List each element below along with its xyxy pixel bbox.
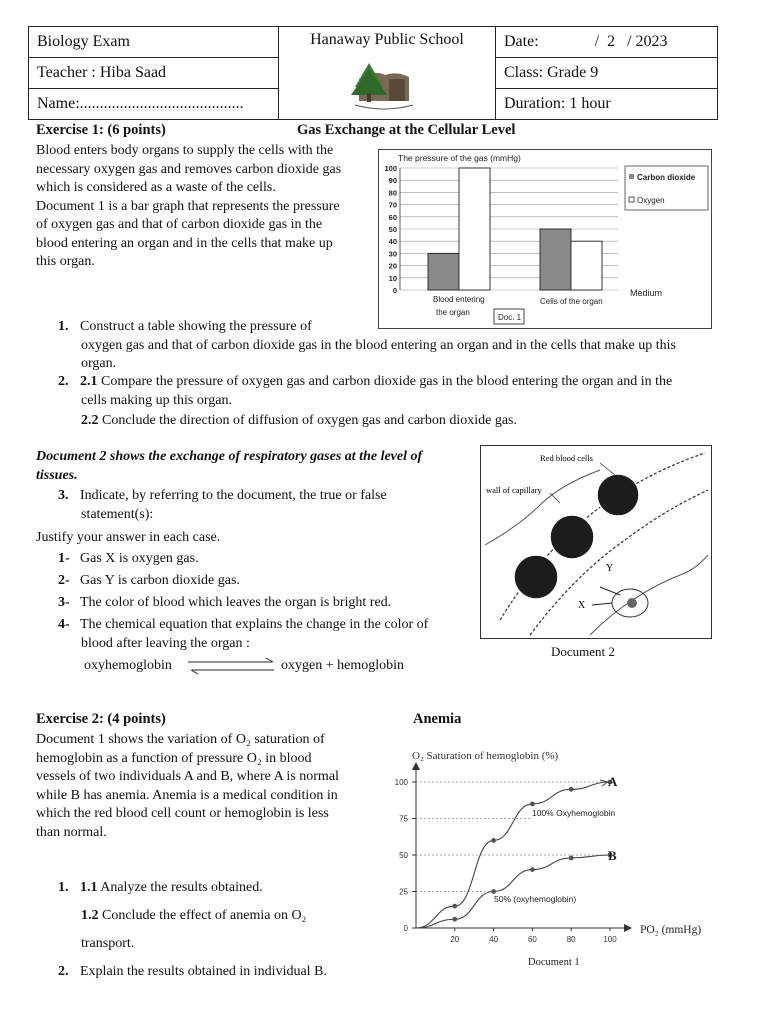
ex2-heading: Anemia <box>413 711 462 727</box>
ex2-intro-line: vessels of two individuals A and B, where A is normal <box>36 769 339 784</box>
bar-o2 <box>459 168 490 290</box>
school-name: Hanaway Public School <box>310 31 464 48</box>
ex1-intro-line: blood entering an organ and in the cells that make up <box>36 235 333 251</box>
statement-number: 1- <box>58 551 70 566</box>
ex1-intro-line: of oxygen gas and that of carbon dioxide gas in the <box>36 217 323 232</box>
line-chart-xlabel: PO₂ (mmHg) <box>640 924 702 936</box>
line-x-tick-label: 100 <box>603 935 617 944</box>
ex1-intro-line: necessary oxygen gas and removes carbon dioxide gas <box>36 161 342 177</box>
q11-text: Analyze the results obtained. <box>100 880 263 895</box>
ex1-q3 <box>58 487 458 524</box>
bar-y-tick-label: 80 <box>388 188 397 198</box>
bar-chart-title: The pressure of the gas (mmHg) <box>398 153 521 163</box>
ex2-title: Exercise 2: (4 points) <box>36 711 166 727</box>
label-x: X <box>578 600 586 611</box>
line-y-tick-label: 25 <box>399 887 408 897</box>
bar-y-tick-label: 20 <box>388 261 397 271</box>
bar-co2 <box>540 229 571 290</box>
red-blood-cell <box>550 515 594 559</box>
q2-number: 2. <box>58 374 69 389</box>
legend-co2-label: Carbon dioxide <box>637 173 696 182</box>
duration-cell: Duration: 1 hour <box>496 89 718 120</box>
y-axis-arrow-icon <box>412 762 420 770</box>
ex2-intro-line: Document 1 shows the variation of O₂ saturation of <box>36 732 325 747</box>
reversible-arrow-icon <box>186 653 278 679</box>
teacher-cell: Teacher : Hiba Saad <box>29 58 279 89</box>
curve-b-label: B <box>608 848 617 863</box>
statement-text: Gas X is oxygen gas. <box>80 551 199 566</box>
bar-y-tick-label: 90 <box>388 176 397 186</box>
point-b <box>569 856 574 861</box>
ex2-intro-line: which the red blood cell count or hemoglobin is less <box>36 806 329 821</box>
red-blood-cell <box>514 555 558 599</box>
q22-text: Conclude the direction of diffusion of oxygen gas and carbon dioxide gas. <box>102 413 517 428</box>
statement-4-line2: blood after leaving the organ : <box>81 635 250 651</box>
ex2-intro-line: hemoglobin as a function of pressure O₂ in blood <box>36 750 312 766</box>
statement-number: 2- <box>58 573 70 588</box>
q3-text: Indicate, by referring to the document, the true or false <box>80 488 387 503</box>
header-table <box>28 26 718 120</box>
q1-text-line2: oxygen gas and that of carbon dioxide gas in the blood entering an organ and in the cells that make up this <box>81 337 676 353</box>
bar-co2 <box>428 253 459 290</box>
line-chart-caption: Document 1 <box>528 957 580 968</box>
ex1-intro-line: Document 1 is a bar graph that represents the pressure <box>36 198 340 214</box>
ex2-q2-text: Explain the results obtained in individual B. <box>80 964 327 979</box>
subject-cell: Biology Exam <box>29 27 279 58</box>
ex1-intro-line: this organ. <box>36 254 95 269</box>
q1-number: 1. <box>58 319 69 334</box>
bar-chart-xlabel: Medium <box>630 288 663 298</box>
q12-text-line2: transport. <box>81 936 135 951</box>
justify-text: Justify your answer in each case. <box>36 530 221 545</box>
bar-y-tick-label: 70 <box>388 200 397 210</box>
q21-number: 2.1 <box>80 374 98 389</box>
ex2-questions <box>58 874 378 986</box>
legend-o2-label: Oxygen <box>637 196 665 205</box>
q11-number: 1.1 <box>80 880 98 895</box>
bar-cat2-label: Cells of the organ <box>540 297 603 306</box>
line-y-tick-label: 100 <box>394 778 408 787</box>
ex2-intro-line: while B has anemia. Anemia is a medical condition in <box>36 787 338 803</box>
line-y-tick-label: 0 <box>403 924 408 933</box>
ex1-q1 <box>58 318 718 374</box>
bar-y-tick-label: 60 <box>388 212 397 222</box>
point-a <box>569 787 574 792</box>
ex1-intro-line: Blood enters body organs to supply the cells with the <box>36 143 334 158</box>
point-b <box>530 867 535 872</box>
doc2-intro <box>36 448 466 485</box>
doc2-figure <box>480 445 712 641</box>
bar-y-tick-label: 40 <box>388 237 397 247</box>
date-cell: Date: / 2 / 2023 <box>496 27 718 58</box>
line-chart-title: O₂ Saturation of hemoglobin (%) <box>412 750 559 762</box>
line-chart <box>386 742 736 974</box>
point-a <box>452 904 457 909</box>
point-a <box>530 802 535 807</box>
bar-y-tick-label: 30 <box>388 249 397 259</box>
statement-text: The chemical equation that explains the change in the color of <box>80 617 429 632</box>
label-red-blood-cells: Red blood cells <box>540 453 593 463</box>
statement-number: 4- <box>58 617 70 632</box>
q21-text-line2: cells making up this organ. <box>81 392 232 408</box>
ex2-intro <box>36 731 381 842</box>
x-axis-arrow-icon <box>624 924 632 932</box>
class-cell: Class: Grade 9 <box>496 58 718 89</box>
doc2-intro-line2: tissues. <box>36 467 78 483</box>
line-y-tick-label: 75 <box>399 814 408 824</box>
line-x-tick-label: 20 <box>450 935 460 944</box>
bar-y-tick-label: 50 <box>388 225 397 234</box>
legend-o2-swatch <box>629 197 634 202</box>
tissue-nucleus <box>627 598 637 608</box>
bar-o2 <box>571 241 602 290</box>
ex1-heading: Gas Exchange at the Cellular Level <box>297 122 516 138</box>
doc1-label: Doc. 1 <box>498 313 522 322</box>
q22-number: 2.2 <box>81 413 99 428</box>
bar-y-tick-label: 10 <box>388 273 397 283</box>
doc2-frame <box>481 446 712 639</box>
statement-list <box>58 550 468 653</box>
ex2-intro-line: than normal. <box>36 824 107 840</box>
annotation-a: 100% Oxyhemoglobin <box>532 808 616 818</box>
bar-y-tick-label: 0 <box>392 286 397 295</box>
line-y-tick-label: 50 <box>399 851 408 860</box>
school-cell <box>279 27 496 120</box>
equation-right: oxygen + hemoglobin <box>281 658 404 673</box>
bar-cat1-label: Blood entering <box>433 295 485 304</box>
line-x-tick-label: 60 <box>527 935 537 944</box>
bar-y-tick-label: 100 <box>384 164 397 173</box>
q12-text: Conclude the effect of anemia on O₂ <box>102 908 307 923</box>
doc2-intro-line1: Document 2 shows the exchange of respiratory gases at the level of <box>36 449 423 464</box>
red-blood-cell <box>597 474 639 516</box>
statement-text: Gas Y is carbon dioxide gas. <box>80 573 240 588</box>
ex1-q2 <box>58 373 728 431</box>
label-y: Y <box>606 563 614 574</box>
school-logo-icon <box>349 57 419 115</box>
bar-cat1-label2: the organ <box>436 308 470 317</box>
curve-a-label: A <box>608 774 618 789</box>
ex1-intro-line: which is considered as a waste of the cells. <box>36 180 276 195</box>
point-b <box>452 917 457 922</box>
bar-chart <box>378 149 712 329</box>
q1-text: Construct a table showing the pressure of <box>80 319 312 334</box>
ex2-q1-number: 1. <box>58 880 69 895</box>
ex2-q2-number: 2. <box>58 964 69 979</box>
doc2-caption: Document 2 <box>551 644 615 659</box>
q12-number: 1.2 <box>81 908 99 923</box>
statement-text: The color of blood which leaves the organ is bright red. <box>80 595 392 610</box>
q1-text-line3: organ. <box>81 356 117 371</box>
equation-left: oxyhemoglobin <box>84 658 172 673</box>
line-x-tick-label: 80 <box>566 935 576 944</box>
line-x-tick-label: 40 <box>489 935 499 944</box>
point-a <box>491 838 496 843</box>
ex1-title: Exercise 1: (6 points) <box>36 122 166 138</box>
q3-number: 3. <box>58 488 69 503</box>
ex1-intro <box>36 142 376 272</box>
label-capillary-wall: wall of capillary <box>486 485 542 495</box>
legend-co2-swatch <box>629 174 634 179</box>
annotation-b: 50% (oxyhemoglobin) <box>494 894 577 904</box>
q3-text-line2: statement(s): <box>81 506 154 522</box>
statement-number: 3- <box>58 595 70 610</box>
q21-text: Compare the pressure of oxygen gas and carbon dioxide gas in the blood entering the organ and in the <box>101 374 673 389</box>
name-cell: Name:......................................... <box>29 89 279 120</box>
